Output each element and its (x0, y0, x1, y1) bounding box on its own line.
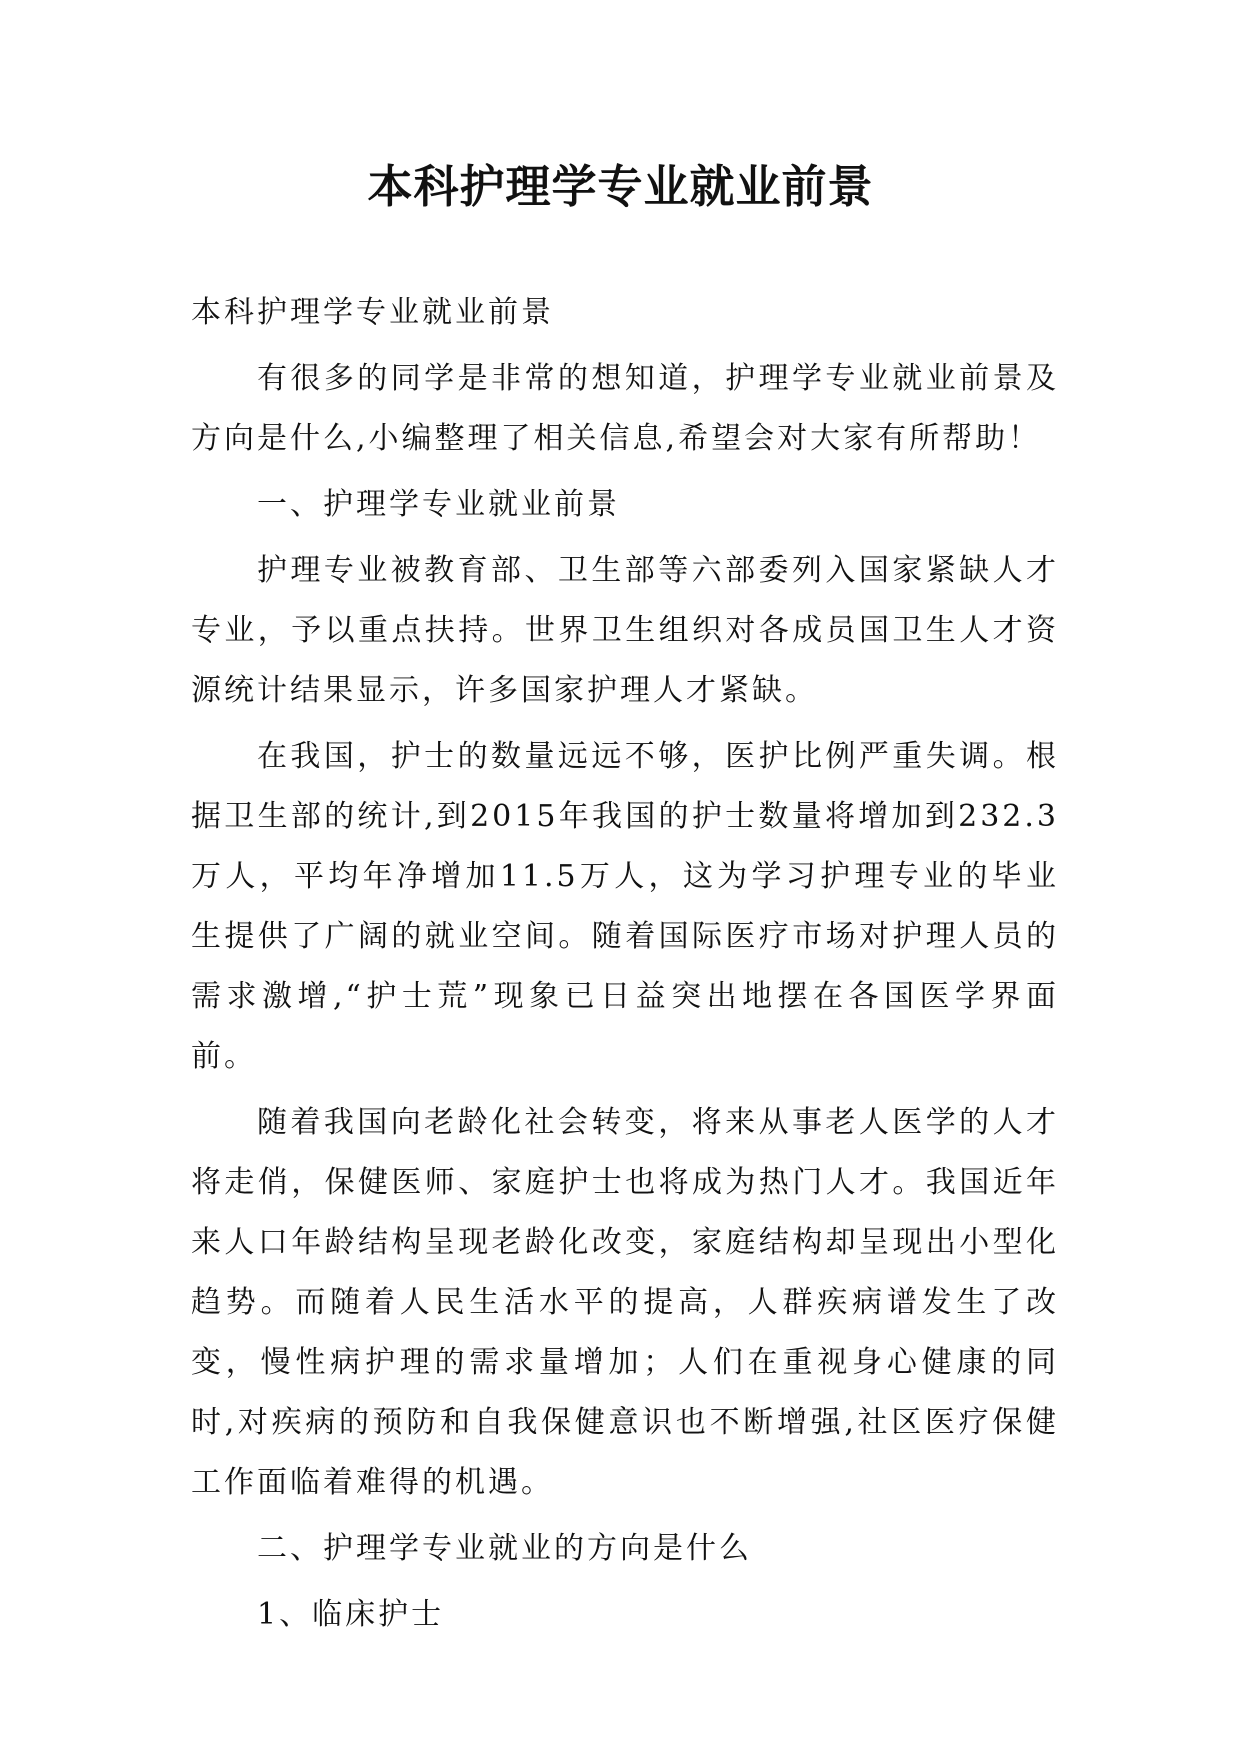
list-item-clinical-nurse: 1、临床护士 (257, 1597, 445, 1632)
intro-paragraph: 有很多的同学是非常的想知道，护理学专业就业前景及方向是什么,小编整理了相关信息,希望会对大家有所帮助！ (191, 361, 1059, 456)
paragraph-aging-society: 随着我国向老龄化社会转变，将来从事老人医学的人才将走俏，保健医师、家庭护士也将成为热门人才。我国近年来人口年龄结构呈现老龄化改变，家庭结构却呈现出小型化趋势。而随着人民生活水平的提高，人群疾病谱发生了改变，慢性病护理的需求量增加；人们在重视身心健康的同时,对疾病的预防和自我保健意识也不断增强,社区医疗保健工作面临着难得的机遇。 (191, 1105, 1059, 1500)
paragraph-statistics: 在我国，护士的数量远远不够，医护比例严重失调。根据卫生部的统计,到2015年我国的护士数量将增加到232.3万人，平均年净增加11.5万人，这为学习护理专业的毕业生提供了广阔的就业空间。随着国际医疗市场对护理人员的需求激增,“护士荒”现象已日益突出地摆在各国医学界面前。 (191, 739, 1059, 1074)
section-heading-directions: 二、护理学专业就业的方向是什么 (257, 1531, 752, 1566)
document-body (191, 283, 1059, 1651)
document-title: 本科护理学专业就业前景 (367, 160, 874, 213)
section-heading-prospects: 一、护理学专业就业前景 (257, 487, 620, 522)
paragraph-shortage: 护理专业被教育部、卫生部等六部委列入国家紧缺人才专业，予以重点扶持。世界卫生组织对各成员国卫生人才资源统计结果显示，许多国家护理人才紧缺。 (191, 553, 1059, 708)
body-heading: 本科护理学专业就业前景 (191, 295, 554, 330)
